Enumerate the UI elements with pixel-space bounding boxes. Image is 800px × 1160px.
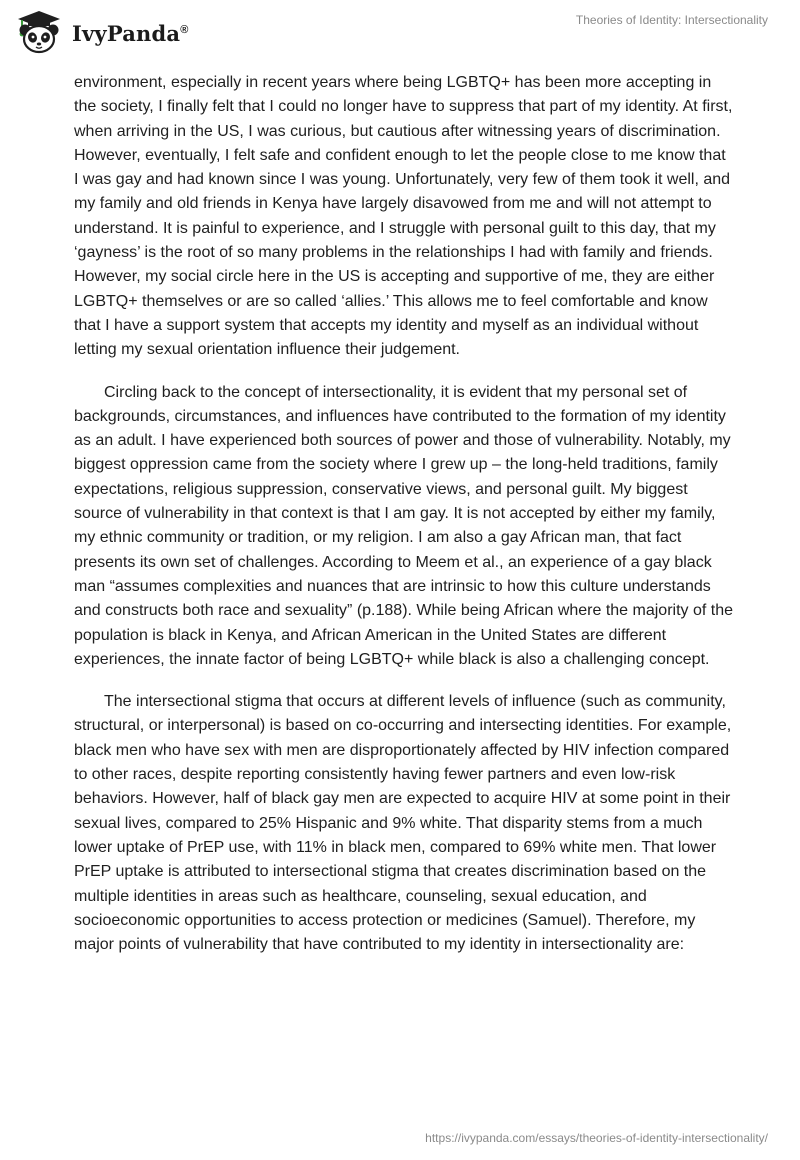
source-url[interactable]: https://ivypanda.com/essays/theories-of-identity-intersectionality/ xyxy=(425,1131,768,1145)
brand-name: IvyPanda® xyxy=(72,20,189,46)
paragraph-1: environment, especially in recent years where being LGBTQ+ has been more accepting in the society, I finally felt that I could no longer have to suppress that part of my identity. At first, when arriving in the US, I was curious, but cautious after witnessing years of discrimination. However, eventually, I felt safe and confident enough to let the people close to me know that I was gay and had known since I was young. Unfortunately, very few of them took it well, and my family and old friends in Kenya have largely disavowed from me and will not attempt to understand. It is painful to experience, and I struggle with personal guilt to this day, that my ‘gayness’ is the root of so many problems in the relationships I had with family and friends. However, my social circle here in the US is accepting and supportive of me, they are either LGBTQ+ themselves or are so called ‘allies.’ This allows me to feel comfortable and know that I have a support system that accepts my identity and myself as an individual without letting my sexual orientation influence their judgement. xyxy=(74,74,733,359)
document-title: Theories of Identity: Intersectionality xyxy=(575,13,768,27)
paragraph-2: Circling back to the concept of intersectionality, it is evident that my personal set of backgrounds, circumstances, and influences have contributed to the formation of my identity as an adult. I have experienced both sources of power and those of vulnerability. Notably, my biggest oppression came from the society where I grew up – the long-held traditions, family expectations, religious suppression, conservative views, and personal guilt. My biggest source of vulnerability in that context is that I am gay. It is not accepted by either my family, my ethnic community or tradition, or my religion. I am also a gay African man, that fact presents its own set of challenges. According to Meem et al., an experience of a gay black man “assumes complexities and nuances that are intrinsic to how this culture understands and constructs both race and sexuality” (p.188). While being African where the majority of the population is black in Kenya, and African American in the United States are different experiences, the innate factor of being LGBTQ+ while black is also a challenging concept. xyxy=(74,383,734,668)
panda-graduate-icon xyxy=(14,9,64,55)
registered-mark: ® xyxy=(180,23,189,36)
essay-body xyxy=(74,71,734,975)
brand-logo[interactable] xyxy=(14,8,189,56)
page-header xyxy=(0,0,800,64)
paragraph-3: The intersectional stigma that occurs at different levels of influence (such as community, structural, or interpersonal) is based on co-occurring and intersecting identities. For example, black men who have sex with men are disproportionately affected by HIV infection compared to other races, despite reporting consistently having fewer partners and even low-risk behaviors. However, half of black gay men are expected to acquire HIV at some point in their sexual lives, compared to 25% Hispanic and 9% white. That disparity stems from a much lower uptake of PrEP use, with 11% in black men, compared to 69% white men. That lower PrEP uptake is attributed to intersectional stigma that creates discrimination based on the multiple identities in areas such as healthcare, counseling, sexual education, and socioeconomic opportunities to access protection or medicines (Samuel). Therefore, my major points of vulnerability that have contributed to my identity in intersectionality are: xyxy=(74,693,732,954)
